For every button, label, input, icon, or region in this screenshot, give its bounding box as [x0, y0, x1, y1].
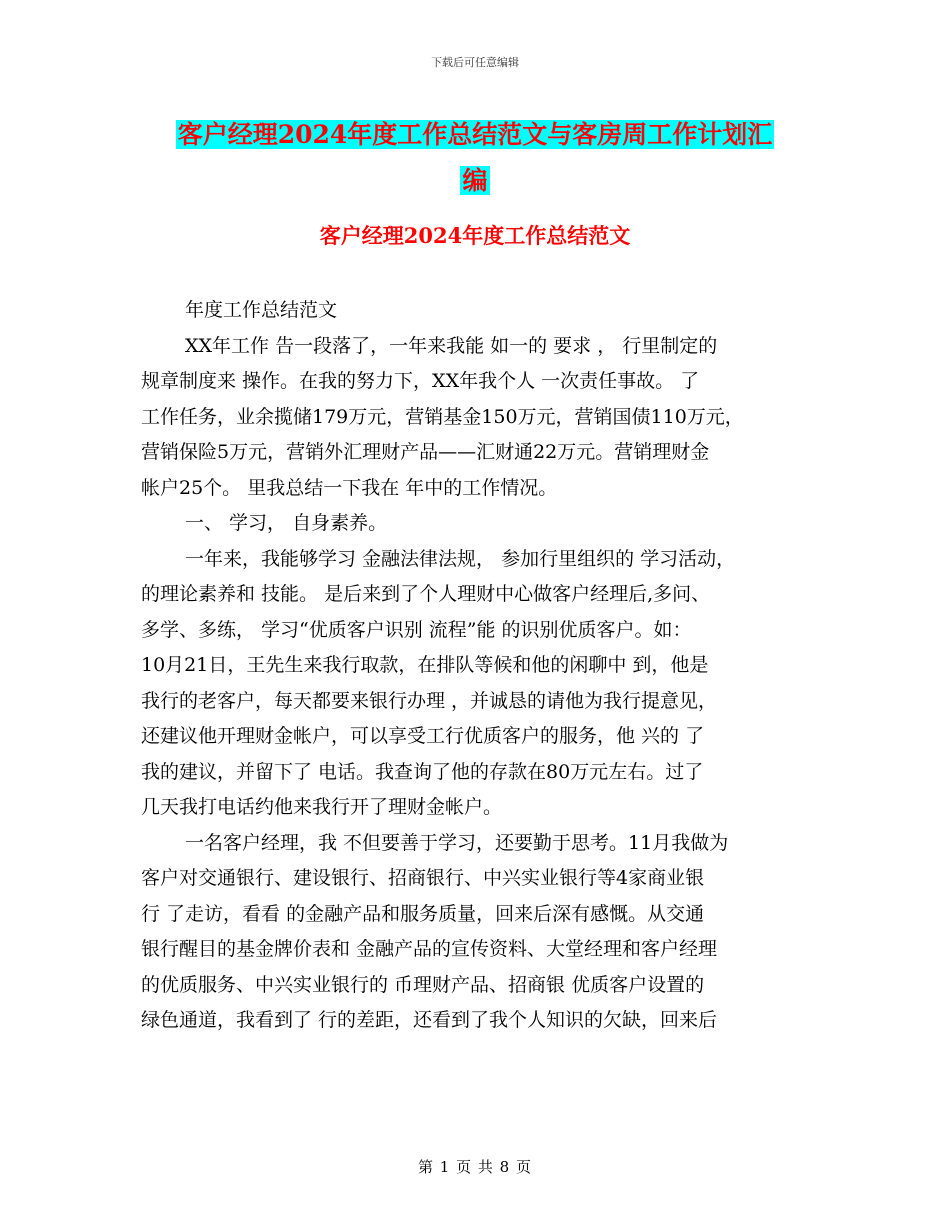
title-line-1: 客户经理2024年度工作总结范文与客房周工作计划汇	[177, 120, 773, 149]
paragraph-line: 规章制度来 操作。在我的努力下，XX年我个人 一次责任事故。 了	[141, 370, 700, 392]
paragraph-line: 工作任务，业余揽储179万元，营销基金150万元，营销国债110万元，	[141, 405, 744, 428]
paragraph-line: XX年工作 告一段落了，一年来我能 如一的 要求 ， 行里制定的	[185, 334, 718, 357]
paragraph	[141, 293, 813, 329]
title-line-2: 编	[462, 166, 488, 195]
paragraph	[141, 506, 813, 542]
paragraph	[141, 542, 813, 826]
paragraph	[141, 826, 813, 1039]
paragraph-line: 年度工作总结范文	[185, 299, 338, 321]
header-note: 下载后可任意编辑	[431, 56, 519, 69]
section-title: 客户经理2024年度工作总结范文	[319, 223, 631, 248]
paragraph-line: 营销保险5万元，营销外汇理财产品——汇财通22万元。营销理财金	[141, 441, 710, 463]
paragraph-line: 多学、多练， 学习“优质客户识别 流程”能 的识别优质客户。如：	[141, 618, 692, 641]
paragraph-line: 一、 学习， 自身素养。	[185, 512, 388, 534]
paragraph-line: 我行的老客户，每天都要来银行办理 ，并诚恳的请他为我行提意见，	[141, 689, 718, 712]
paragraph-line: 还建议他开理财金帐户，可以享受工行优质客户的服务，他 兴的 了	[141, 725, 705, 747]
paragraph-line: 银行醒目的基金牌价表和 金融产品的宣传资料、大堂经理和客户经理	[141, 938, 718, 960]
paragraph-line: 帐户25个。 里我总结一下我在 年中的工作情况。	[141, 476, 558, 499]
paragraph-line: 10月21日，王先生来我行取款，在排队等候和他的闲聊中 到，他是	[141, 654, 709, 676]
paragraph-line: 客户对交通银行、建设银行、招商银行、中兴实业银行等4家商业银	[141, 867, 705, 889]
document-title	[0, 112, 950, 204]
page-footer: 第 1 页 共 8 页	[418, 1158, 532, 1176]
paragraph-line: 一名客户经理，我 不但要善于学习，还要勤于思考。11月我做为	[185, 831, 729, 854]
paragraph-line: 的理论素养和 技能。 是后来到了个人理财中心做客户经理后,多问、	[141, 583, 711, 605]
paragraph-line: 绿色通道，我看到了 行的差距，还看到了我个人知识的欠缺，回来后	[141, 1009, 718, 1031]
paragraph-line: 行 了走访，看看 的金融产品和服务质量，回来后深有感慨。从交通	[141, 902, 705, 925]
paragraph-line: 我的建议，并留下了 电话。我查询了他的存款在80万元左右。过了	[141, 760, 704, 783]
paragraph	[141, 329, 813, 507]
document-body	[141, 293, 813, 1039]
paragraph-line: 的优质服务、中兴实业银行的 币理财产品、招商银 优质客户设置的	[141, 973, 705, 996]
paragraph-line: 一年来，我能够学习 金融法律法规， 参加行里组织的 学习活动，	[185, 547, 736, 570]
paragraph-line: 几天我打电话约他来我行开了理财金帐户。	[141, 796, 503, 818]
